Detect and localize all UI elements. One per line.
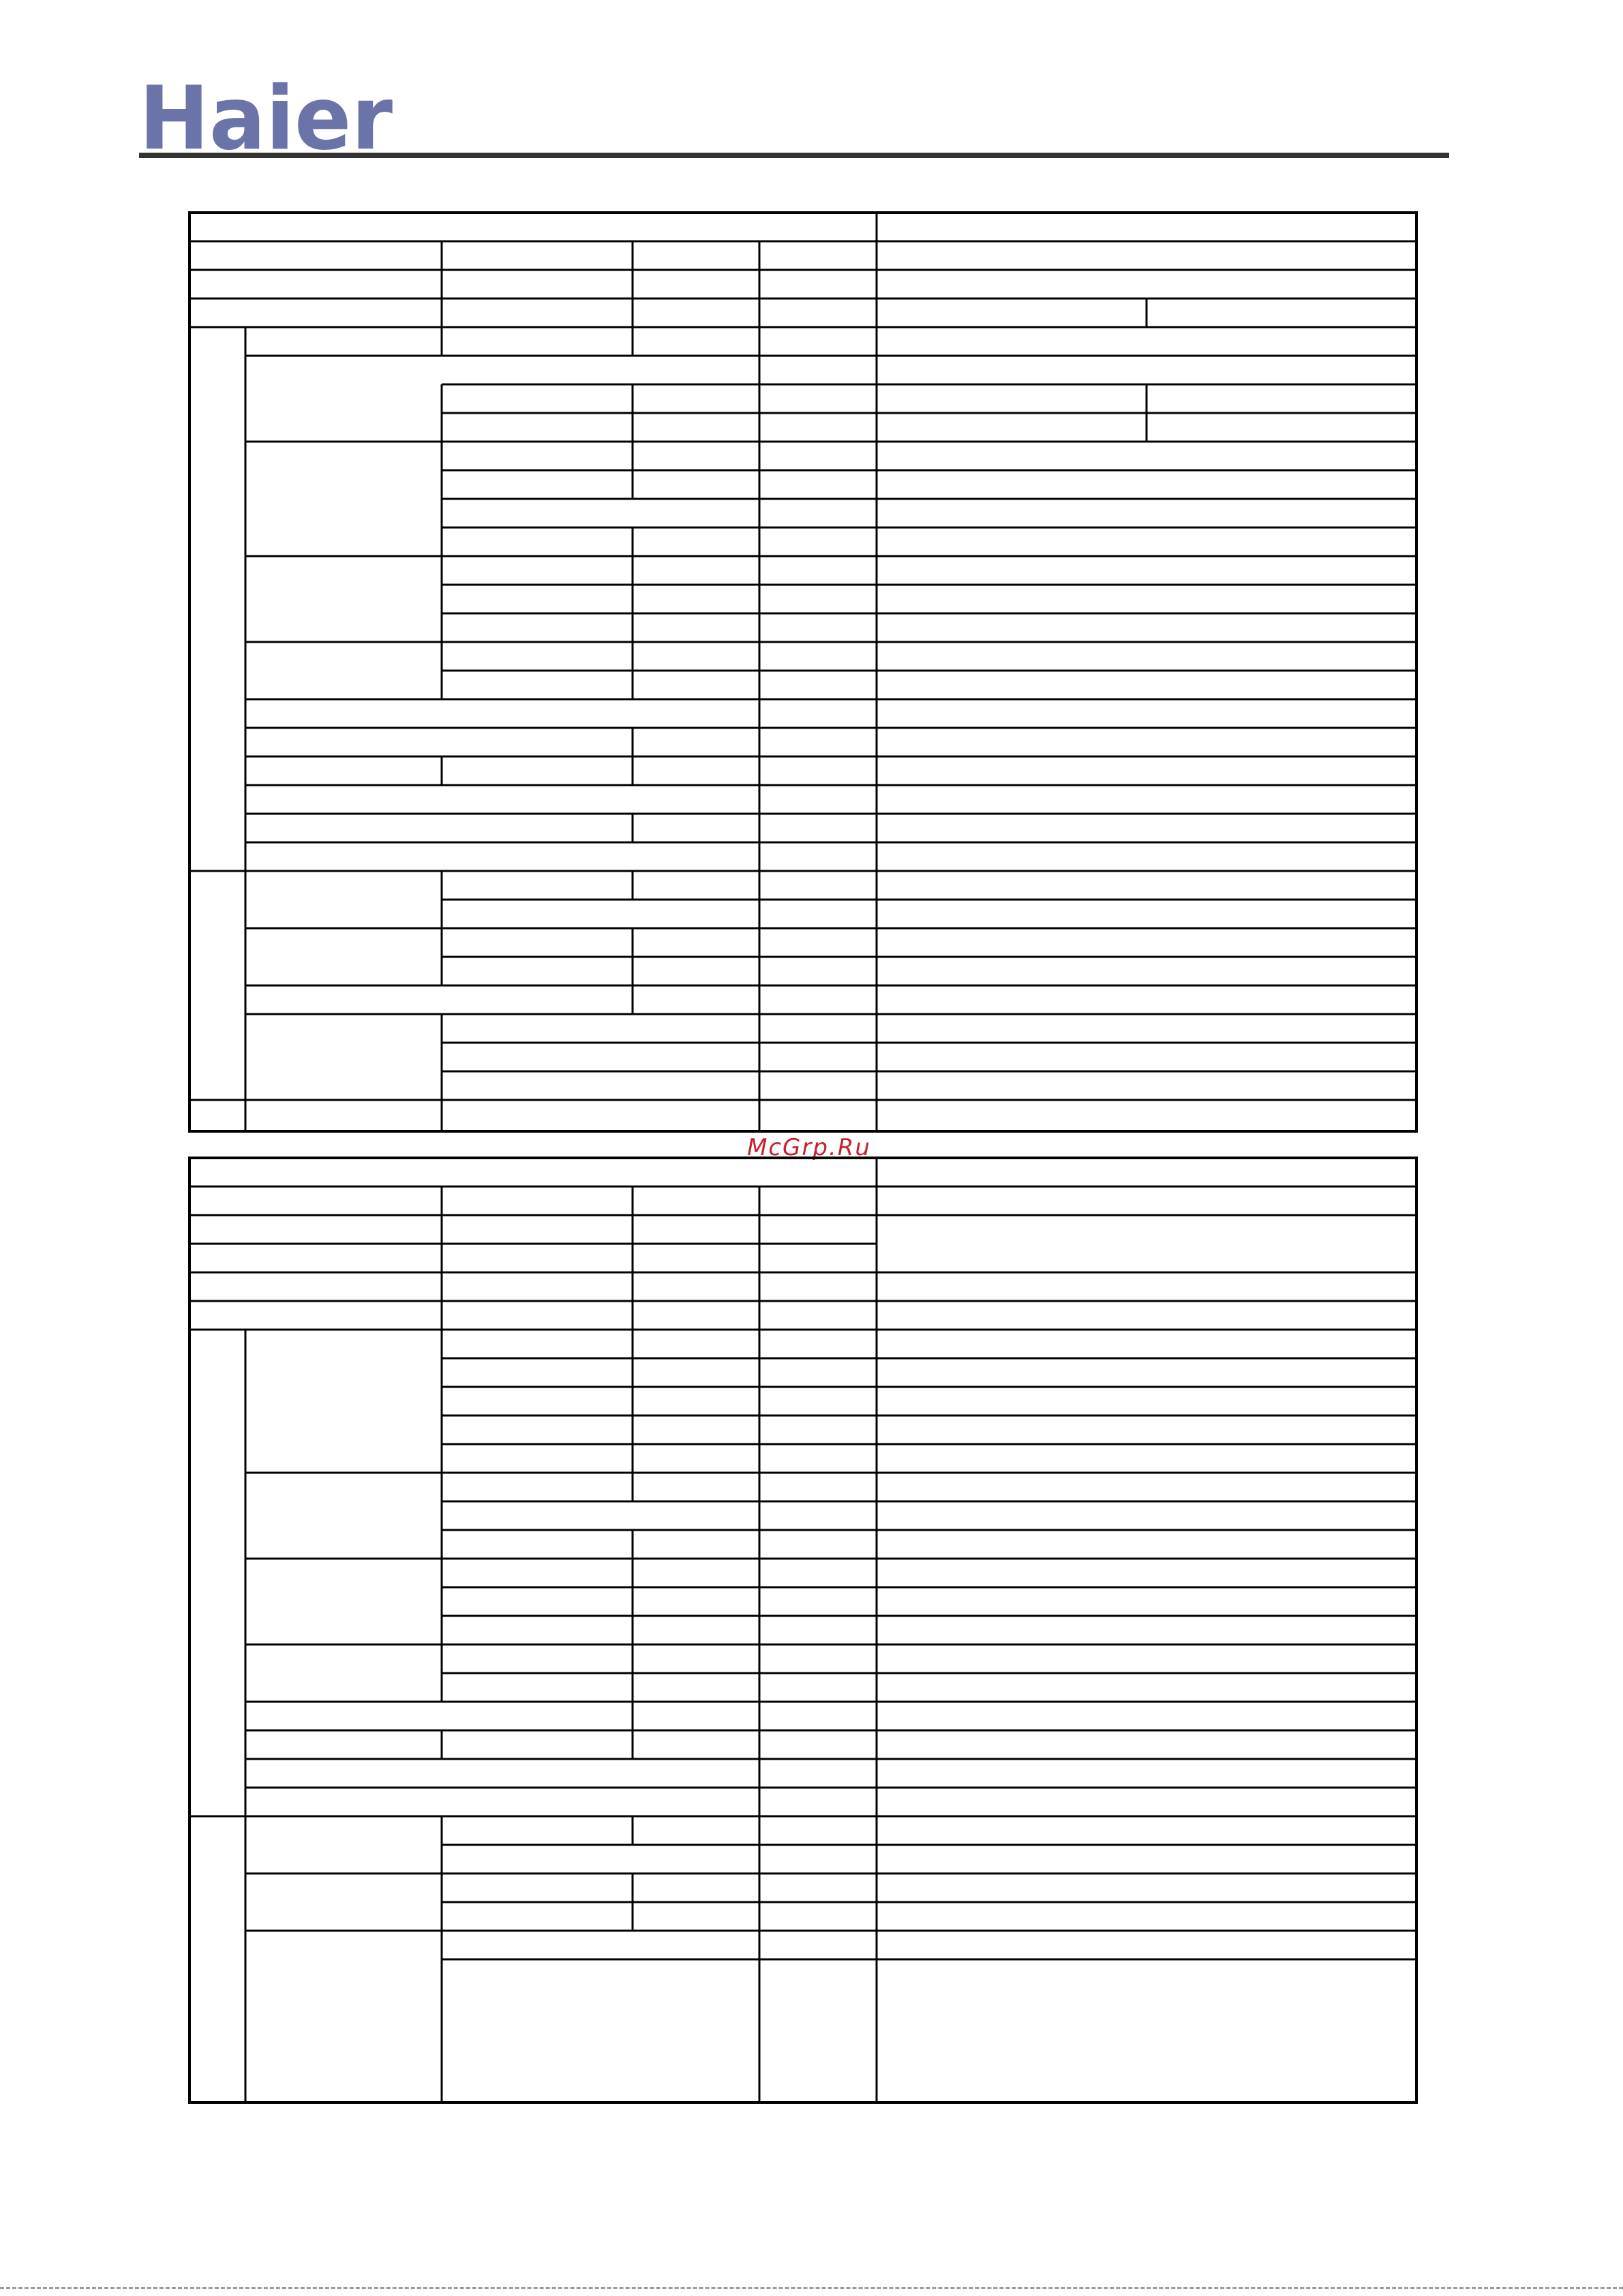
table-2-grid	[191, 1159, 1415, 2101]
watermark: McGrp.Ru	[747, 1134, 871, 1161]
logo-wordmark: Haier	[139, 74, 393, 155]
haier-logo	[139, 74, 398, 155]
page-bottom-rule	[0, 2287, 1623, 2289]
table-1-grid	[191, 214, 1415, 1130]
spec-table-1	[188, 211, 1418, 1133]
header-rule	[139, 153, 1449, 158]
spec-table-2	[188, 1157, 1418, 2104]
